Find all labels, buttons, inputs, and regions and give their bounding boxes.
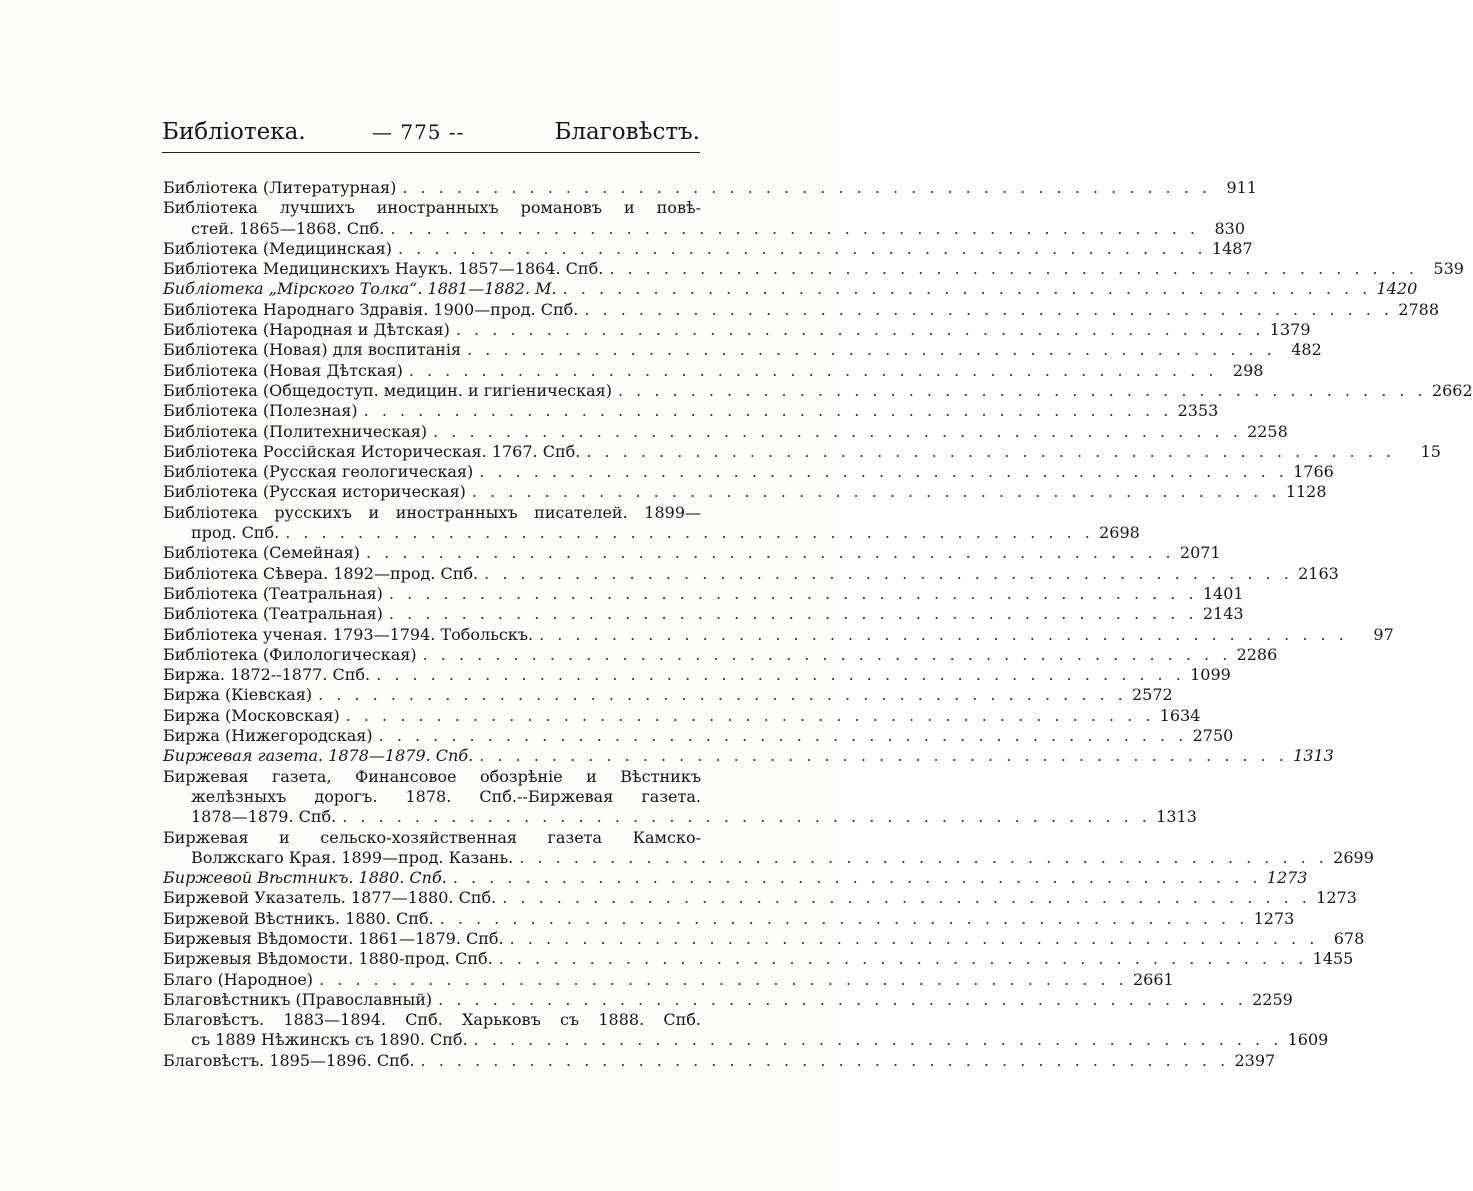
index-entry <box>163 360 1264 381</box>
index-entry <box>163 503 701 523</box>
entry-number: 678 <box>1333 928 1365 948</box>
entry-number: 1099 <box>1190 665 1231 685</box>
index-entry <box>163 543 1221 563</box>
entry-number: 1273 <box>1316 888 1357 908</box>
index-entry-continuation <box>163 807 1197 827</box>
entry-title: Библіотека (Общедоступ. медицин. и гигіеническая) <box>163 380 612 400</box>
index-entry <box>163 441 1441 462</box>
index-entry <box>163 705 1201 726</box>
entry-title: Библіотека (Театральная) <box>163 583 383 603</box>
entry-number: 2397 <box>1234 1050 1276 1070</box>
entry-title: 1878—1879. Спб. <box>191 807 337 827</box>
index-entry <box>163 482 1327 502</box>
entry-number: 15 <box>1420 441 1441 461</box>
entry-title: Библіотека (Театральная) <box>163 604 383 624</box>
index-entry <box>163 259 1464 279</box>
dot-leader <box>447 868 1266 888</box>
index-entry-continuation <box>163 218 1246 239</box>
dot-leader <box>461 340 1280 360</box>
entry-title: Библіотека Медицинскихъ Наукъ. 1857—1864. Спб. <box>163 259 604 279</box>
entry-number: 2699 <box>1333 847 1374 867</box>
dot-leader <box>383 584 1202 604</box>
index-entry <box>163 767 701 787</box>
entry-number: 1313 <box>1156 807 1197 827</box>
entry-title: Библіотека (Народная и Дѣтская) <box>163 320 450 340</box>
dot-leader <box>478 564 1297 584</box>
header-left-title: Библіотека. <box>162 119 306 145</box>
entry-number: 1487 <box>1211 238 1253 258</box>
dot-leader <box>513 848 1332 868</box>
entry-title: Биржа (Нижегородская) <box>163 726 373 746</box>
index-entry <box>163 178 1257 198</box>
entry-number: 2258 <box>1247 421 1288 441</box>
entry-title: Библіотека Сѣвера. 1892—прод. Спб. <box>163 563 479 583</box>
entry-title: Биржа (Московская) <box>163 705 340 725</box>
dot-leader <box>473 462 1292 482</box>
dot-leader <box>336 807 1155 827</box>
entry-title: Библіотека (Семейная) <box>163 543 360 563</box>
entry-title: стей. 1865—1868. Спб. <box>191 218 385 238</box>
index-entry <box>163 299 1439 320</box>
entry-number: 2259 <box>1252 989 1293 1009</box>
entry-number: 830 <box>1214 218 1246 238</box>
index-entry-italic <box>163 279 1418 299</box>
index-entry <box>163 421 1288 442</box>
index-entry <box>163 198 701 218</box>
entry-title: Благовѣстникъ (Православный) <box>163 989 433 1009</box>
index-entry <box>163 340 1322 360</box>
dot-leader <box>466 482 1285 502</box>
index-entry-italic <box>163 868 1308 888</box>
dot-leader <box>612 381 1431 401</box>
entry-number: 2071 <box>1179 543 1221 563</box>
entry-title: Биржевой Вѣстникъ. 1880. Спб. <box>163 908 434 928</box>
dot-leader <box>396 178 1215 198</box>
entry-title: Библіотека русскихъ и иностранныхъ писателей. 1899— <box>163 502 701 522</box>
entry-title: Биржевая газета. 1878—1879. Спб. <box>163 746 474 766</box>
dot-leader <box>450 320 1269 340</box>
entry-title: Биржа. 1872--1877. Спб. <box>163 665 371 685</box>
entry-title: Биржа (Кіевская) <box>163 685 313 705</box>
entry-number: 2750 <box>1192 726 1234 746</box>
dot-leader <box>417 645 1236 665</box>
dot-leader <box>504 929 1323 949</box>
dot-leader <box>468 1030 1287 1050</box>
entry-title: Библіотека (Литературная) <box>163 178 397 197</box>
entry-title: Биржевая газета, Финансовое обозрѣніе и Вѣстникъ <box>163 766 701 786</box>
entry-number: 1379 <box>1269 320 1311 340</box>
index-entry <box>163 624 1394 645</box>
entry-number: 2662 <box>1431 380 1473 400</box>
entry-number: 2353 <box>1177 401 1219 421</box>
entry-title: Библіотека (Медицинская) <box>163 238 392 258</box>
dot-leader <box>473 746 1292 766</box>
dot-leader <box>384 219 1203 239</box>
entry-title: Библіотека (Политехническая) <box>163 421 428 441</box>
index-entry <box>163 238 1253 259</box>
entry-title: Биржевой Указатель. 1877—1880. Спб. <box>163 888 497 908</box>
dot-leader <box>358 401 1177 421</box>
entry-title: Библіотека Народнаго Здравія. 1900—прод. Спб. <box>163 299 579 319</box>
entry-number: 1273 <box>1266 868 1308 888</box>
entry-number: 911 <box>1226 178 1257 197</box>
entry-title: прод. Спб. <box>191 523 280 543</box>
index-entry-continuation <box>163 1030 1329 1050</box>
dot-leader <box>493 949 1312 969</box>
entry-title: Биржевыя Вѣдомости. 1880-прод. Спб. <box>163 949 493 969</box>
entry-number: 97 <box>1373 624 1394 644</box>
entry-number: 482 <box>1291 340 1322 360</box>
entry-title: Библіотека ученая. 1793—1794. Тобольскъ. <box>163 624 534 644</box>
entry-title: съ 1889 Нѣжинскъ съ 1890. Спб. <box>191 1030 468 1050</box>
entry-title: Библіотека (Русская геологическая) <box>163 462 474 482</box>
entry-number: 539 <box>1433 259 1464 279</box>
entry-title: Библіотека (Новая) для воспитанія <box>163 340 462 360</box>
entry-number: 1273 <box>1253 908 1295 928</box>
index-entry <box>163 1010 701 1030</box>
header-right-title: Благовѣстъ. <box>554 119 700 145</box>
index-entry <box>163 726 1234 746</box>
entry-title: желѣзныхъ дорогъ. 1878. Спб.--Биржевая газета. <box>191 786 701 806</box>
entry-number: 1313 <box>1293 746 1334 766</box>
entry-number: 298 <box>1232 360 1264 380</box>
running-header <box>162 116 700 153</box>
entry-title: Волжскаго Края. 1899—прод. Казань. <box>191 847 514 867</box>
entry-title: Библіотека (Новая Дѣтская) <box>163 360 403 380</box>
entry-number: 2661 <box>1132 969 1174 989</box>
index-entry <box>163 908 1295 929</box>
index-entry <box>163 989 1293 1010</box>
index-entry <box>163 949 1354 969</box>
index-entry <box>163 1050 1276 1071</box>
dot-leader <box>496 888 1315 908</box>
index-entry <box>163 828 701 848</box>
index-entry <box>163 685 1173 705</box>
dot-leader <box>427 422 1246 442</box>
entry-title: Библіотека „Мірского Толка“. 1881—1882. М. <box>163 279 557 299</box>
index-entry <box>163 969 1174 990</box>
index-entry <box>163 563 1339 584</box>
index-entry <box>163 928 1365 949</box>
dot-leader <box>403 361 1222 381</box>
index-entry-continuation <box>163 787 701 807</box>
dot-leader <box>360 543 1179 563</box>
page-number: — 775 -- <box>372 120 465 144</box>
entry-title: Биржевой Вѣстникъ. 1880. Спб. <box>163 868 447 888</box>
dot-leader <box>557 279 1376 299</box>
entry-number: 2143 <box>1202 604 1244 624</box>
entry-number: 2572 <box>1132 685 1173 705</box>
index-entry-list <box>163 178 1473 1071</box>
dot-leader <box>434 909 1253 929</box>
index-entry <box>163 462 1334 482</box>
dot-leader <box>415 1051 1234 1071</box>
index-entry <box>163 604 1244 624</box>
dot-leader <box>432 990 1251 1010</box>
index-entry <box>163 401 1219 421</box>
dot-leader <box>279 523 1098 543</box>
dot-leader <box>580 442 1399 462</box>
entry-title: Библіотека (Филологическая) <box>163 644 417 664</box>
entry-number: 1634 <box>1159 705 1201 725</box>
index-entry <box>163 380 1473 401</box>
entry-title: Благо (Народное) <box>163 969 314 989</box>
index-entry-continuation <box>163 847 1374 868</box>
index-entry <box>163 583 1244 604</box>
entry-title: Библіотека (Русская историческая) <box>163 482 466 502</box>
entry-number: 1420 <box>1376 279 1418 299</box>
dot-leader <box>370 665 1189 685</box>
index-entry-continuation <box>163 523 1140 543</box>
entry-number: 2286 <box>1236 644 1278 664</box>
dot-leader <box>578 300 1397 320</box>
entry-title: Библіотека лучшихъ иностранныхъ романовъ и повѣ- <box>163 198 701 218</box>
entry-title: Биржевыя Вѣдомости. 1861—1879. Спб. <box>163 928 504 948</box>
dot-leader <box>392 239 1211 259</box>
entry-number: 1455 <box>1312 949 1354 969</box>
dot-leader <box>603 259 1422 279</box>
entry-number: 1401 <box>1202 583 1244 603</box>
index-entry-italic <box>163 746 1334 766</box>
dot-leader <box>312 685 1131 705</box>
index-entry <box>163 888 1357 908</box>
entry-number: 2698 <box>1099 523 1140 543</box>
entry-title: Благовѣстъ. 1895—1896. Спб. <box>163 1050 415 1070</box>
dot-leader <box>383 604 1202 624</box>
entry-number: 2163 <box>1298 563 1339 583</box>
entry-number: 1766 <box>1293 462 1334 482</box>
dot-leader <box>340 706 1159 726</box>
entry-title: Благовѣстъ. 1883—1894. Спб. Харьковъ съ 1888. Спб. <box>163 1010 701 1030</box>
entry-number: 2788 <box>1398 299 1439 319</box>
index-entry <box>163 665 1231 685</box>
entry-number: 1609 <box>1287 1030 1329 1050</box>
dot-leader <box>313 970 1132 990</box>
entry-number: 1128 <box>1285 482 1327 502</box>
entry-title: Биржевая и сельско-хозяйственная газета Камско- <box>163 827 701 847</box>
entry-title: Библіотека (Полезная) <box>163 401 358 421</box>
index-entry <box>163 644 1278 665</box>
dot-leader <box>533 625 1352 645</box>
index-entry <box>163 320 1311 340</box>
dot-leader <box>373 726 1192 746</box>
entry-title: Библіотека Россійская Историческая. 1767. Спб. <box>163 441 581 461</box>
